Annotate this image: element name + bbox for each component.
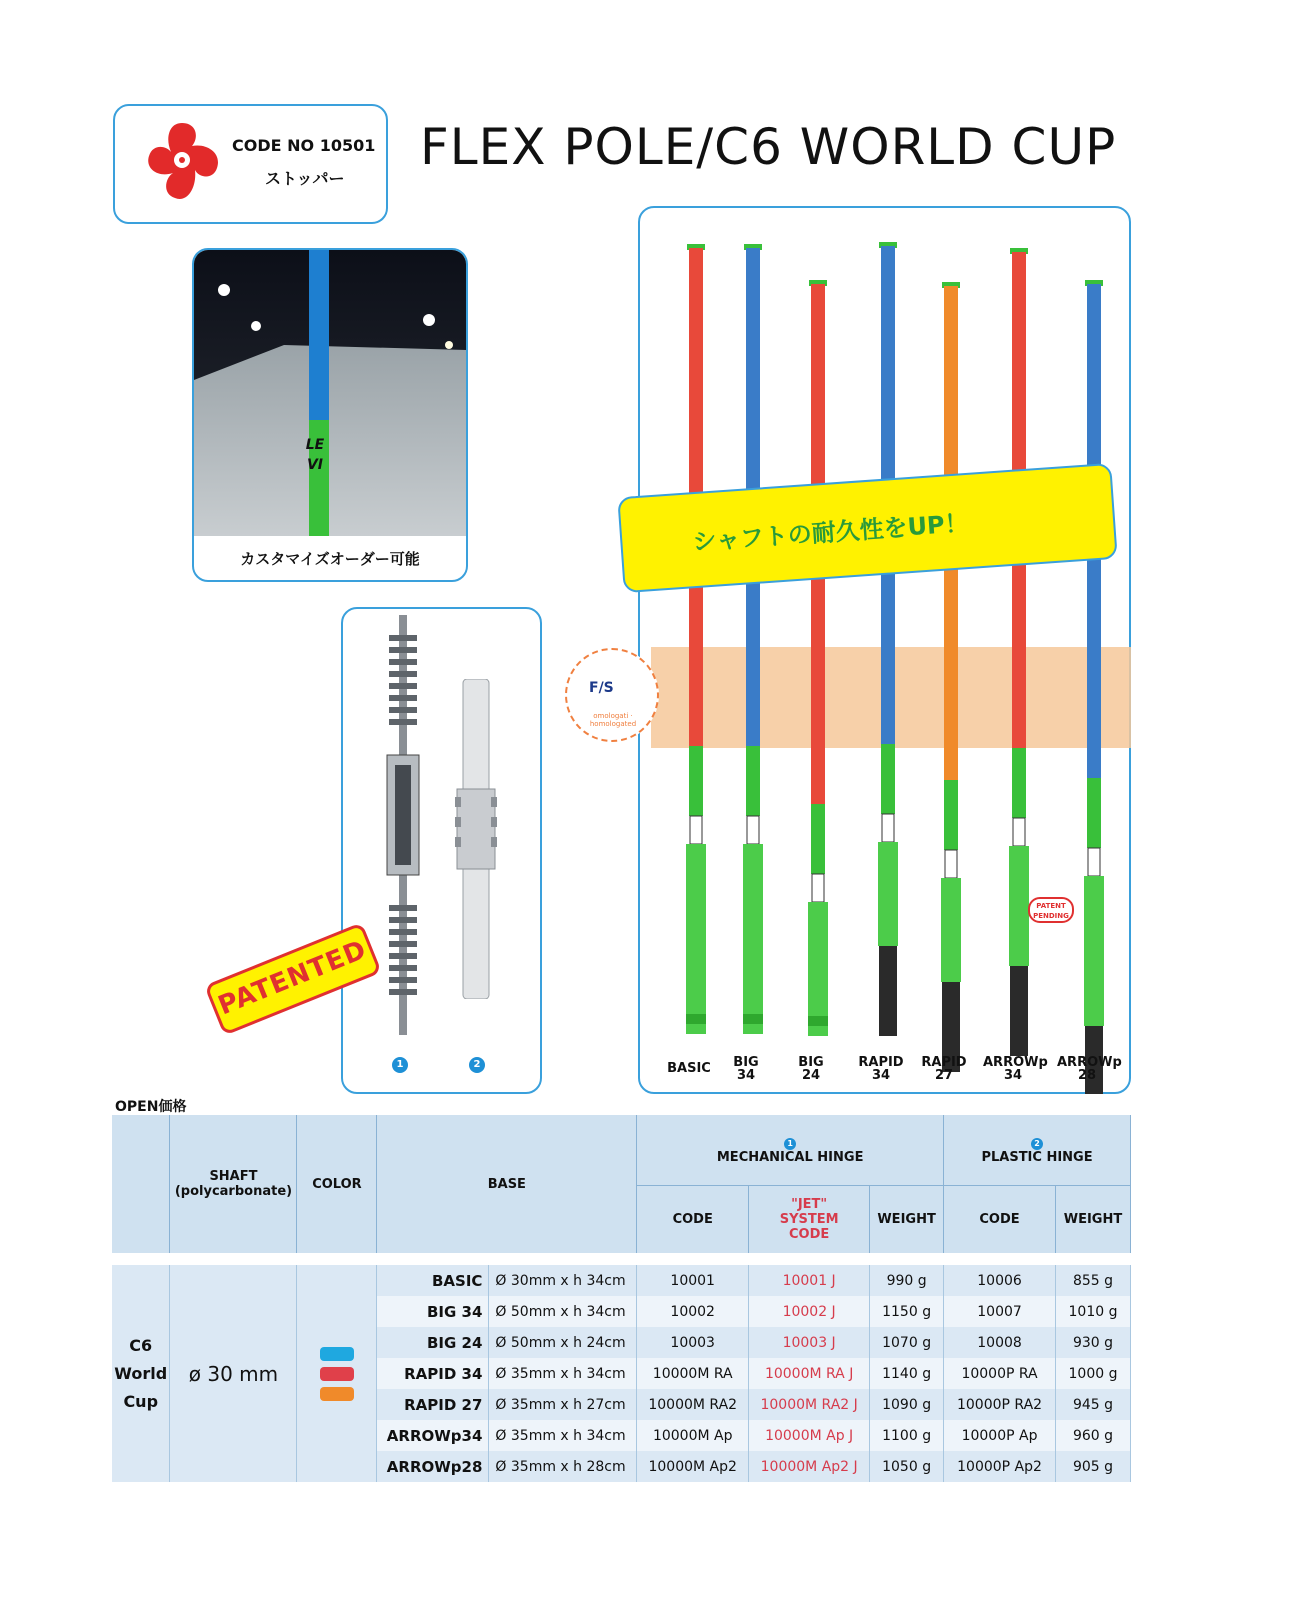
jet-code: 10001 J	[749, 1265, 870, 1296]
hinge-2-badge: 2	[469, 1057, 485, 1073]
pole-base	[743, 844, 763, 1034]
color-header: COLOR	[297, 1115, 377, 1253]
shaft-header-sub: (polycarbonate)	[174, 1184, 293, 1199]
plastic-hinge-header	[944, 1115, 1131, 1185]
pole-label-line2: 34	[1003, 1068, 1023, 1083]
custom-order-photo-box	[192, 248, 468, 582]
pole	[743, 244, 763, 1034]
pole-base	[1084, 876, 1104, 1026]
spec-table	[112, 1115, 1131, 1482]
plastic-weight: 855 g	[1055, 1265, 1130, 1296]
stopper-info-box	[113, 104, 388, 224]
base-name: BIG 24	[377, 1327, 489, 1358]
night-slope-photo	[194, 250, 466, 536]
pole-label-line2: 34	[871, 1068, 891, 1083]
pole-green-sleeve	[1012, 748, 1026, 818]
pole-spring	[812, 874, 824, 902]
pole-green-sleeve	[944, 780, 958, 850]
jet-code: 10000M RA J	[749, 1358, 870, 1389]
mechanical-weight: 990 g	[870, 1265, 944, 1296]
pole-label	[659, 1062, 719, 1075]
pole-label	[914, 1056, 974, 1082]
pole-custom-text: LEVI	[305, 437, 325, 473]
model-cell	[112, 1265, 170, 1482]
plastic-hinge-drawing	[451, 679, 501, 999]
base-dimensions: Ø 35mm x h 34cm	[489, 1420, 637, 1451]
pole-base	[808, 902, 828, 1036]
mech-code-header: CODE	[637, 1185, 749, 1253]
mechanical-code: 10000M RA	[637, 1358, 749, 1389]
model-line: World	[114, 1363, 168, 1383]
plastic-code: 10000P Ap2	[944, 1451, 1056, 1482]
base-dimensions: Ø 50mm x h 34cm	[489, 1296, 637, 1327]
color-swatch-blue	[320, 1347, 354, 1361]
pole-base	[878, 842, 898, 946]
jet-code: 10003 J	[749, 1327, 870, 1358]
pole	[808, 280, 828, 1036]
poles-lineup	[638, 206, 1131, 1094]
model-line: Cup	[123, 1391, 159, 1411]
pole-green-sleeve	[1087, 778, 1101, 848]
stopper-name: ストッパー	[265, 169, 345, 188]
plastic-weight: 1000 g	[1055, 1358, 1130, 1389]
pole-spring	[1013, 818, 1025, 846]
mechanical-weight: 1100 g	[870, 1420, 944, 1451]
plastic-hinge-label: PLASTIC HINGE	[981, 1149, 1093, 1165]
hinge-diagram-box	[341, 607, 542, 1094]
pole-anchor	[686, 1014, 706, 1024]
mechanical-code: 10000M Ap2	[637, 1451, 749, 1482]
mechanical-weight: 1050 g	[870, 1451, 944, 1482]
mechanical-hinge-label: MECHANICAL HINGE	[716, 1149, 864, 1165]
color-cell	[297, 1265, 377, 1482]
pole-anchor	[879, 946, 897, 1036]
fis-logo: F/S	[589, 680, 614, 696]
plastic-code: 10006	[944, 1265, 1056, 1296]
shaft-cell: ø 30 mm	[170, 1265, 297, 1482]
pole-green-sleeve	[746, 746, 760, 816]
pole-anchor	[743, 1014, 763, 1024]
base-name: RAPID 34	[377, 1358, 489, 1389]
plastic-code: 10007	[944, 1296, 1056, 1327]
pole-label	[781, 1056, 841, 1082]
pole-label-line1: BIG	[798, 1055, 824, 1070]
pole-label-line2: 24	[801, 1068, 821, 1083]
pole-green-sleeve	[689, 746, 703, 816]
mechanical-hinge-drawing	[373, 615, 433, 1035]
patented-text: PATENTED	[214, 934, 372, 1022]
mechanical-code: 10003	[637, 1327, 749, 1358]
mech-weight-header: WEIGHT	[870, 1185, 944, 1253]
pole-base	[686, 844, 706, 1034]
mechanical-code: 10002	[637, 1296, 749, 1327]
pole-spring	[882, 814, 894, 842]
pole-label-line2: 34	[736, 1068, 756, 1083]
pole-label-line2: 27	[934, 1068, 954, 1083]
pole-label-line1: ARROWp	[983, 1055, 1048, 1070]
pole-spring	[1088, 848, 1100, 876]
jet-code: 10000M RA2 J	[749, 1389, 870, 1420]
shaft-header-label: SHAFT	[209, 1169, 258, 1184]
pole-green-sleeve	[811, 804, 825, 874]
page-title: FLEX POLE/C6 WORLD CUP	[420, 118, 1117, 176]
plastic-weight: 1010 g	[1055, 1296, 1130, 1327]
mechanical-num-badge: 1	[784, 1138, 796, 1150]
jet-code: 10000M Ap2 J	[749, 1451, 870, 1482]
base-name: RAPID 27	[377, 1389, 489, 1420]
plastic-weight-header: WEIGHT	[1055, 1185, 1130, 1253]
pole-spring	[690, 816, 702, 844]
pole	[878, 242, 898, 1036]
mechanical-code: 10001	[637, 1265, 749, 1296]
pole-anchor	[1010, 966, 1028, 1056]
plastic-weight: 930 g	[1055, 1327, 1130, 1358]
price-note: OPEN価格	[115, 1099, 187, 1115]
hinge-1-badge: 1	[392, 1057, 408, 1073]
plastic-weight: 905 g	[1055, 1451, 1130, 1482]
base-dimensions: Ø 50mm x h 24cm	[489, 1327, 637, 1358]
mechanical-weight: 1150 g	[870, 1296, 944, 1327]
stopper-image	[137, 118, 227, 208]
patent-pending-badge: PATENT PENDING	[1028, 897, 1074, 923]
pole-label	[1057, 1055, 1122, 1083]
pole	[1009, 248, 1029, 1056]
photo-caption: カスタマイズオーダー可能	[240, 550, 420, 568]
pole-spring	[747, 816, 759, 844]
base-header: BASE	[377, 1115, 637, 1253]
plastic-code: 10000P RA	[944, 1358, 1056, 1389]
base-dimensions: Ø 35mm x h 34cm	[489, 1358, 637, 1389]
pole-label	[851, 1056, 911, 1082]
base-dimensions: Ø 35mm x h 27cm	[489, 1389, 637, 1420]
mechanical-hinge-header	[637, 1115, 944, 1185]
jet-code-header: "JET" SYSTEM CODE	[749, 1185, 870, 1253]
fis-homologation-badge	[565, 648, 659, 742]
mechanical-weight: 1140 g	[870, 1358, 944, 1389]
pole-base	[1009, 846, 1029, 966]
plastic-num-badge: 2	[1031, 1138, 1043, 1150]
jet-code: 10000M Ap J	[749, 1420, 870, 1451]
mechanical-code: 10000M RA2	[637, 1389, 749, 1420]
model-line: C6	[129, 1335, 153, 1355]
model-header	[112, 1115, 170, 1253]
pole-label-line1: RAPID	[858, 1055, 904, 1070]
jet-code: 10002 J	[749, 1296, 870, 1327]
shaft-header	[170, 1115, 297, 1253]
plastic-weight: 945 g	[1055, 1389, 1130, 1420]
pole-label	[716, 1056, 776, 1082]
base-name: BIG 34	[377, 1296, 489, 1327]
color-swatch-red	[320, 1367, 354, 1381]
pole-anchor	[808, 1016, 828, 1026]
mechanical-weight: 1070 g	[870, 1327, 944, 1358]
pole-label-line2: 28	[1077, 1068, 1097, 1083]
pole-label-line1: RAPID	[921, 1055, 967, 1070]
plastic-code-header: CODE	[944, 1185, 1056, 1253]
base-name: BASIC	[377, 1265, 489, 1296]
base-dimensions: Ø 30mm x h 34cm	[489, 1265, 637, 1296]
table-row	[112, 1265, 1131, 1296]
stopper-code: CODE NO 10501	[232, 136, 376, 155]
pole-label-line1: ARROWp	[1057, 1055, 1122, 1070]
mechanical-weight: 1090 g	[870, 1389, 944, 1420]
plastic-weight: 960 g	[1055, 1420, 1130, 1451]
pole-green-sleeve	[881, 744, 895, 814]
plastic-code: 10000P RA2	[944, 1389, 1056, 1420]
base-name: ARROWp28	[377, 1451, 489, 1482]
pole-label	[983, 1055, 1048, 1083]
fis-ring-text: omologati · homologated	[589, 712, 637, 728]
pole-spring	[945, 850, 957, 878]
pole	[941, 282, 961, 1072]
pole-label-line1: BIG	[733, 1055, 759, 1070]
plastic-code: 10008	[944, 1327, 1056, 1358]
pole	[686, 244, 706, 1034]
pole	[1084, 280, 1104, 1094]
pole-label-line1: BASIC	[667, 1061, 711, 1076]
mechanical-code: 10000M Ap	[637, 1420, 749, 1451]
color-swatch-orange	[320, 1387, 354, 1401]
base-dimensions: Ø 35mm x h 28cm	[489, 1451, 637, 1482]
durability-banner-text: シャフトの耐久性をUP！	[691, 508, 970, 557]
pole-base	[941, 878, 961, 982]
base-name: ARROWp34	[377, 1420, 489, 1451]
plastic-code: 10000P Ap	[944, 1420, 1056, 1451]
